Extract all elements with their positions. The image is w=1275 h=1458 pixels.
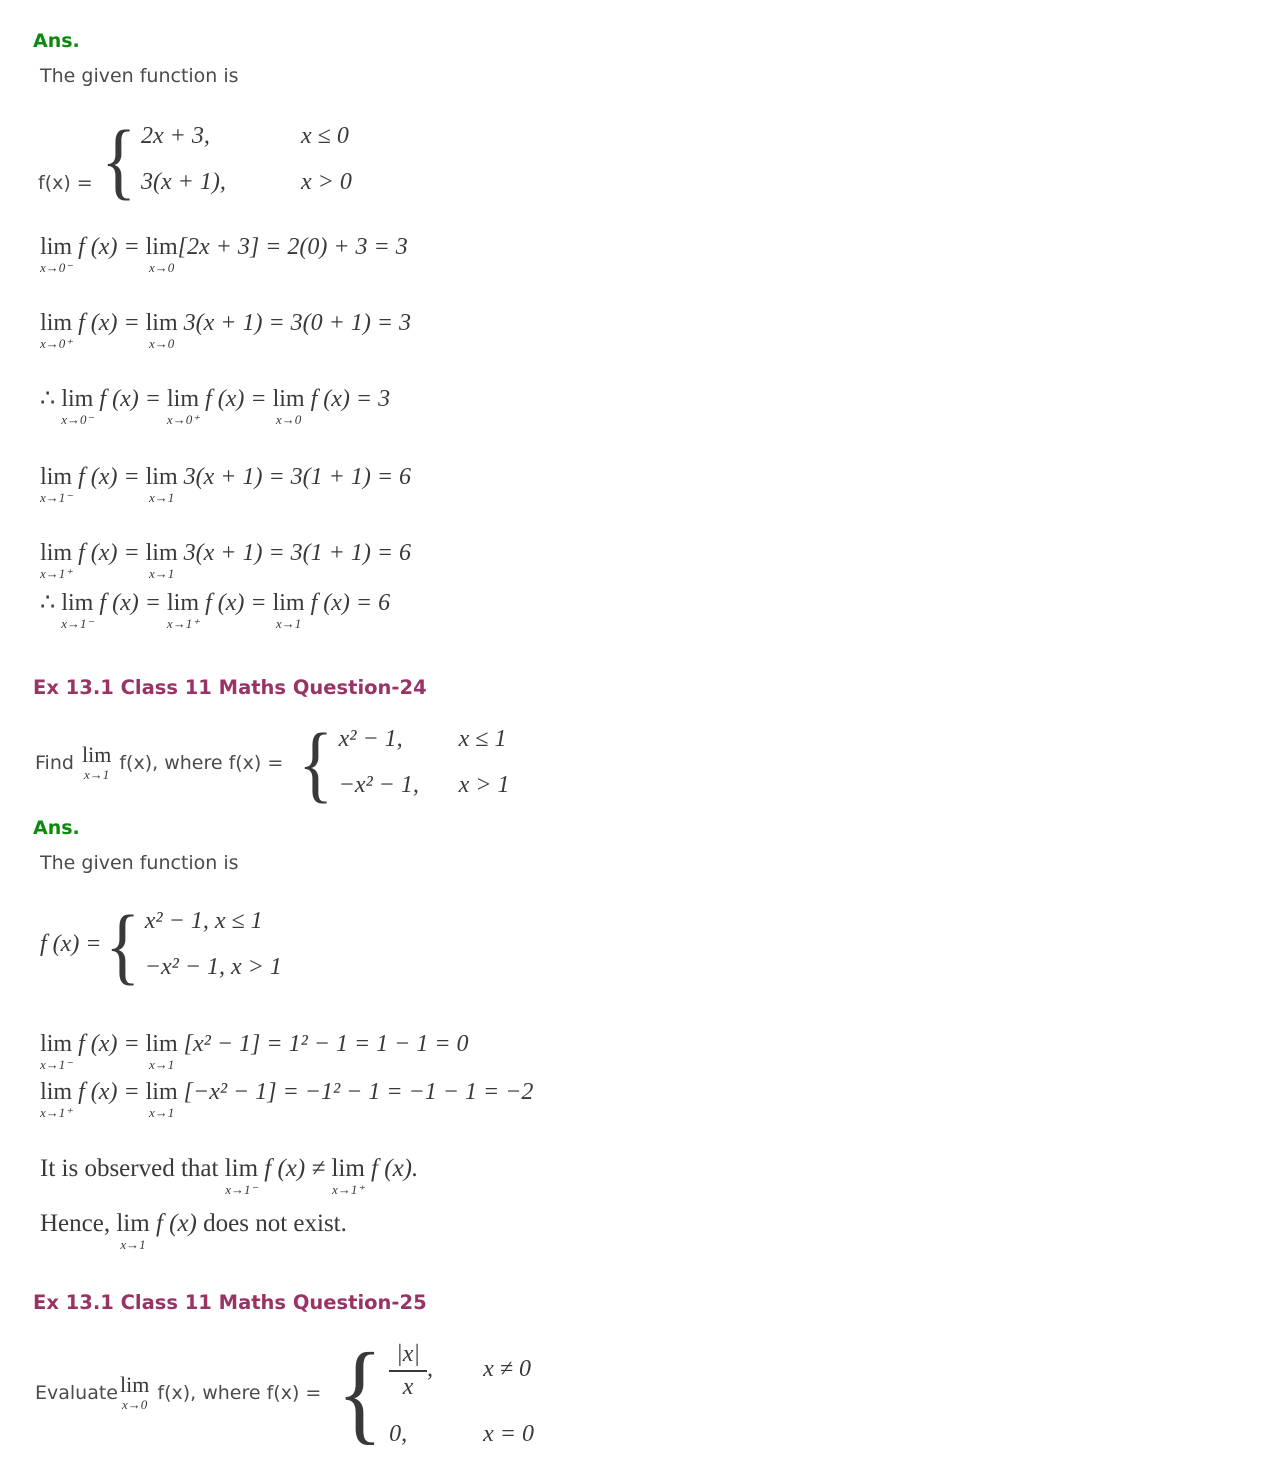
limit-operator bbox=[61, 591, 93, 630]
question-heading: Ex 13.1 Class 11 Maths Question-24 bbox=[33, 675, 427, 699]
limit-subscript: x→1⁻ bbox=[40, 1056, 73, 1072]
lim-word: lim bbox=[40, 463, 73, 490]
piecewise-expression bbox=[389, 1421, 475, 1448]
piecewise-block: { x² − 1, x ≤ 1 −x² − 1, x > 1 bbox=[104, 896, 282, 993]
lim-word: lim bbox=[61, 385, 94, 412]
lim-word: lim bbox=[40, 1078, 73, 1105]
answer-label: Ans. bbox=[33, 30, 80, 52]
limit-operator bbox=[40, 311, 72, 350]
solutions-document bbox=[33, 30, 1265, 1458]
limit-operator bbox=[167, 591, 199, 630]
piecewise-row bbox=[389, 1412, 534, 1458]
piecewise-block: { x² − 1, x ≤ 1 −x² − 1, x > 1 bbox=[298, 714, 510, 811]
math-text: ∴ bbox=[40, 385, 62, 412]
math-text: x > 1 bbox=[458, 772, 510, 799]
limit-subscript: x→0⁺ bbox=[166, 411, 200, 427]
function-prefix bbox=[40, 931, 102, 958]
math-text: Evaluate bbox=[35, 1381, 118, 1404]
limit-subscript: x→1⁺ bbox=[166, 615, 200, 631]
lim-word: lim bbox=[145, 1030, 178, 1057]
math-text: f (x) = bbox=[199, 385, 273, 412]
math-text: f (x) = bbox=[199, 589, 273, 616]
limit-operator bbox=[116, 1211, 149, 1251]
math-text: x ≤ 0 bbox=[301, 123, 349, 150]
equation-left-limit-1 bbox=[40, 464, 1265, 504]
function-prefix: f(x) = bbox=[38, 171, 93, 194]
piecewise-condition bbox=[459, 772, 510, 799]
math-text: f (x). bbox=[364, 1154, 419, 1182]
lim-word: lim bbox=[166, 589, 199, 616]
math-text: x > 0 bbox=[301, 169, 352, 196]
piecewise-row bbox=[141, 114, 352, 160]
limit-subscript: x→1⁻ bbox=[61, 615, 94, 631]
limit-subscript: x→0⁻ bbox=[61, 411, 94, 427]
equation-limit-equal-0 bbox=[40, 386, 1265, 426]
limit-operator bbox=[146, 465, 178, 504]
limit-operator bbox=[146, 1080, 178, 1119]
question-heading: Ex 13.1 Class 11 Maths Question-25 bbox=[33, 1290, 427, 1314]
math-text: f(x), where f(x) = bbox=[151, 1381, 328, 1404]
math-text: 0, bbox=[389, 1421, 408, 1448]
piecewise-condition bbox=[459, 726, 507, 753]
limit-subscript: x→0 bbox=[149, 335, 175, 351]
limit-operator bbox=[146, 235, 178, 274]
math-text: f (x) = bbox=[72, 309, 146, 336]
limit-operator bbox=[273, 387, 305, 426]
limit-operator bbox=[61, 387, 93, 426]
piecewise-block: { 2x + 3, x ≤ 0 3(x + 1), x > 0 bbox=[100, 111, 352, 208]
limit-subscript: x→1 bbox=[120, 1236, 146, 1252]
answer-24-section bbox=[33, 817, 1265, 1251]
piecewise-row bbox=[141, 160, 352, 206]
math-text: 3(x + 1) = 3(1 + 1) = 6 bbox=[177, 463, 412, 490]
equation-right-limit bbox=[40, 1079, 1265, 1119]
question-prompt bbox=[35, 714, 1265, 811]
limit-subscript: x→0⁻ bbox=[40, 259, 73, 275]
piecewise-function-definition bbox=[40, 896, 1265, 993]
math-text: f (x) = 3 bbox=[304, 385, 391, 412]
lim-word: lim bbox=[272, 589, 305, 616]
piecewise-expression bbox=[145, 954, 282, 981]
piecewise-function-definition bbox=[38, 111, 1265, 208]
question-25-section bbox=[33, 1291, 1265, 1458]
limit-subscript: x→1⁻ bbox=[225, 1181, 258, 1197]
lim-word: lim bbox=[116, 1209, 150, 1237]
limit-operator bbox=[40, 1080, 72, 1119]
math-text: −x² − 1, bbox=[338, 772, 419, 799]
limit-operator bbox=[167, 387, 199, 426]
answer-section-top bbox=[33, 30, 1265, 630]
limit-subscript: x→1⁻ bbox=[40, 489, 73, 505]
math-text: f (x) bbox=[149, 1209, 204, 1237]
math-text: f (x) = bbox=[40, 931, 102, 958]
math-text: 3(x + 1) = 3(1 + 1) = 6 bbox=[177, 539, 412, 566]
math-text: f (x) = bbox=[93, 385, 167, 412]
limit-subscript: x→0 bbox=[122, 1397, 148, 1413]
math-text: does not exist. bbox=[203, 1209, 347, 1237]
piecewise-condition bbox=[301, 123, 349, 150]
piecewise-expression bbox=[141, 123, 293, 150]
lim-word: lim bbox=[81, 742, 112, 768]
lim-word: lim bbox=[166, 385, 199, 412]
equation-limit-equal-1 bbox=[40, 590, 1265, 630]
limit-operator bbox=[82, 744, 111, 781]
math-text: , bbox=[427, 1356, 433, 1383]
math-text: Hence, bbox=[40, 1209, 117, 1237]
math-text: x ≤ 1 bbox=[458, 726, 507, 753]
math-text: f (x) = bbox=[72, 463, 146, 490]
math-text: f (x) = bbox=[72, 233, 146, 260]
limit-subscript: x→1 bbox=[149, 489, 175, 505]
limit-subscript: x→1⁺ bbox=[40, 565, 73, 581]
equation-right-limit-0 bbox=[40, 310, 1265, 350]
limit-operator bbox=[146, 311, 178, 350]
math-text: f (x) = 6 bbox=[304, 589, 391, 616]
math-text: 3(x + 1), bbox=[141, 169, 226, 196]
limit-operator bbox=[146, 541, 178, 580]
math-text: 2x + 3, bbox=[141, 123, 210, 150]
lim-word: lim bbox=[145, 309, 178, 336]
limit-subscript: x→1 bbox=[149, 565, 175, 581]
answer-label: Ans. bbox=[33, 816, 80, 839]
lim-word: lim bbox=[40, 233, 73, 260]
lim-word: lim bbox=[61, 589, 94, 616]
limit-subscript: x→1⁺ bbox=[40, 1104, 73, 1120]
limit-operator bbox=[146, 1032, 178, 1071]
math-text: x ≠ 0 bbox=[483, 1356, 531, 1383]
fraction-numerator: |x| bbox=[389, 1340, 427, 1372]
intro-text: The given function is bbox=[40, 851, 239, 874]
piecewise-condition bbox=[483, 1421, 534, 1448]
limit-operator bbox=[120, 1374, 149, 1411]
observation-statement bbox=[40, 1155, 1265, 1196]
math-text: [−x² − 1] = −1² − 1 = −1 − 1 = −2 bbox=[177, 1078, 534, 1105]
equation-right-limit-1 bbox=[40, 540, 1265, 580]
math-text: f(x), where f(x) = bbox=[113, 751, 290, 774]
lim-word: lim bbox=[272, 385, 305, 412]
math-text: x² − 1, x ≤ 1 bbox=[144, 908, 263, 935]
limit-subscript: x→0 bbox=[275, 411, 302, 427]
math-text: −x² − 1, x > 1 bbox=[144, 954, 282, 981]
intro-text: The given function is bbox=[40, 64, 239, 87]
lim-word: lim bbox=[145, 1078, 178, 1105]
limit-operator bbox=[40, 1032, 72, 1071]
limit-subscript: x→1 bbox=[149, 1104, 175, 1120]
math-text: f (x) = bbox=[72, 1078, 146, 1105]
limit-operator bbox=[225, 1156, 258, 1196]
lim-word: lim bbox=[40, 539, 73, 566]
lim-word: lim bbox=[145, 539, 178, 566]
math-text: Find bbox=[35, 751, 80, 774]
limit-operator bbox=[40, 541, 72, 580]
prompt-text bbox=[35, 744, 289, 781]
piecewise-row bbox=[145, 899, 282, 945]
piecewise-expression bbox=[141, 169, 293, 196]
piecewise-row bbox=[389, 1328, 534, 1412]
limit-subscript: x→1 bbox=[275, 615, 302, 631]
prompt-text bbox=[35, 1374, 327, 1411]
piecewise-expression bbox=[145, 908, 263, 935]
piecewise-expression bbox=[339, 726, 451, 753]
limit-operator bbox=[40, 465, 72, 504]
limit-subscript: x→1 bbox=[84, 767, 110, 783]
equation-left-limit-0 bbox=[40, 234, 1265, 274]
lim-word: lim bbox=[120, 1372, 150, 1398]
math-text: f (x) = bbox=[93, 589, 167, 616]
fraction bbox=[389, 1340, 427, 1400]
lim-word: lim bbox=[40, 1030, 73, 1057]
limit-subscript: x→0⁺ bbox=[40, 335, 73, 351]
math-text: f (x) ≠ bbox=[258, 1154, 332, 1182]
lim-word: lim bbox=[331, 1154, 365, 1182]
piecewise-expression bbox=[389, 1340, 475, 1400]
math-text: It is observed that bbox=[40, 1154, 225, 1182]
math-text: f (x) = bbox=[72, 1030, 146, 1057]
piecewise-row bbox=[145, 945, 282, 991]
limit-subscript: x→1 bbox=[149, 1056, 175, 1072]
limit-operator bbox=[331, 1156, 364, 1196]
lim-word: lim bbox=[145, 463, 178, 490]
math-text: x² − 1, bbox=[338, 726, 403, 753]
lim-word: lim bbox=[224, 1154, 259, 1182]
piecewise-condition bbox=[483, 1356, 531, 1383]
math-text: [x² − 1] = 1² − 1 = 1 − 1 = 0 bbox=[177, 1030, 469, 1057]
piecewise-row bbox=[339, 763, 510, 809]
fraction-denominator: x bbox=[402, 1373, 414, 1400]
math-text: [2x + 3] = 2(0) + 3 = 3 bbox=[177, 233, 408, 260]
question-prompt bbox=[35, 1328, 1265, 1458]
lim-word: lim bbox=[145, 233, 178, 260]
math-text: ∴ bbox=[40, 589, 62, 616]
equation-left-limit bbox=[40, 1031, 1265, 1071]
limit-operator bbox=[40, 235, 72, 274]
piecewise-condition bbox=[301, 169, 352, 196]
question-24-section bbox=[33, 676, 1265, 809]
math-text: f (x) = bbox=[72, 539, 146, 566]
math-text: x = 0 bbox=[483, 1421, 534, 1448]
conclusion-statement bbox=[40, 1210, 1265, 1251]
piecewise-block: { $\frac{|x|}{x}$ , x ≠ 0 0, x = 0 bbox=[333, 1328, 534, 1458]
piecewise-row bbox=[339, 717, 510, 763]
math-text: 3(x + 1) = 3(0 + 1) = 3 bbox=[177, 309, 412, 336]
piecewise-expression bbox=[339, 772, 451, 799]
limit-subscript: x→1⁺ bbox=[332, 1181, 365, 1197]
limit-subscript: x→0 bbox=[149, 259, 175, 275]
lim-word: lim bbox=[40, 309, 73, 336]
limit-operator bbox=[273, 591, 305, 630]
